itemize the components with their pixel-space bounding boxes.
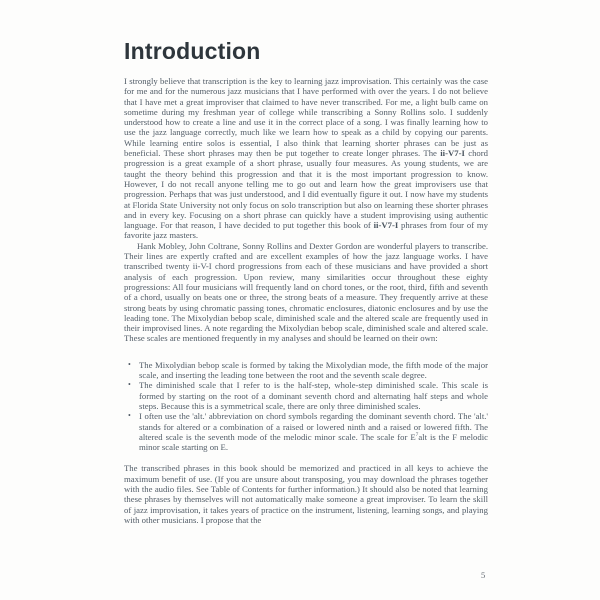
bullet-icon: • (128, 359, 131, 369)
intro-paragraph-2: Hank Mobley, John Coltrane, Sonny Rollins and Dexter Gordon are wonderful players to transcribe. Their lines are expertly crafted and are excellent examples of how the jazz language works. I have transcribed twenty ii-V-I chord progressions from each of these musicians and have provided a short analysis of each progression. Upon review, many similarities occur throughout these eighty progressions: All four musicians will frequently land on chord tones, or the root, third, fifth and seventh of a chord, usually on beats one or three, the strong beats of a measure. They frequently arrive at these strong beats by using chromatic passing tones, chromatic enclosures, diatonic enclosures and by use the leading tone. The Mixolydian bebop scale, diminished scale and the altered scale are frequently used in their improvised lines. A note regarding the Mixolydian bebop scale, diminished scale and altered scale. These scales are mentioned frequently in my analyses and should be learned on their own: (124, 240, 488, 344)
page-content (124, 40, 488, 525)
intro-paragraph-1: I strongly believe that transcription is the key to learning jazz improvisation. This certainly was the case for me and for the numerous jazz musicians that I have performed with over the years. I do not believe that I have met a great improviser that claimed to have never transcribed. For me, a light bulb came on sometime during my freshman year of college while transcribing a Sonny Rollins solo. I suddenly understood how to create a line and use it in the correct place of a song. I was finally learning how to use the jazz language correctly, much like we learn how to speak as a child by copying our parents. While learning entire solos is essential, I also think that learning shorter phrases can be just as beneficial. These short phrases may then be put together to create longer phrases. The ii-V7-I chord progression is a great example of a short phrase, usually four measures. As young students, we are taught the theory behind this progression and that it is the most important progression to know. However, I do not recall anyone telling me to go out and learn how the great improvisers use that progression. Perhaps that was just understood, and I did eventually figure it out. I now have my students at Florida State University not only focus on solo transcription but also on learning these shorter phrases and in every key. Focusing on a short phrase can quickly have a student improvising using authentic language. For that reason, I have decided to put together this book of ii-V7-I phrases from four of my favorite jazz masters. (124, 76, 489, 241)
bullet-icon: • (128, 411, 131, 421)
scale-notes-list (124, 360, 488, 453)
page-number: 5 (481, 570, 486, 580)
list-item-text: The diminished scale that I refer to is the half-step, whole-step diminished scale. This scale is formed by starting on the root of a dominant seventh chord and alternating half steps and whole steps. Because this is a symmetrical scale, there are only three diminished scales. (139, 380, 488, 411)
list-item (124, 380, 488, 411)
list-item-text: The Mixolydian bebop scale is formed by taking the Mixolydian mode, the fifth mode of the major scale, and inserting the leading tone between the root and the seventh scale degree. (139, 359, 488, 381)
list-item (124, 411, 488, 452)
list-item (124, 360, 488, 381)
body-text (124, 76, 488, 525)
closing-paragraph: The transcribed phrases in this book should be memorized and practiced in all keys to achieve the maximum benefit of use. (If you are unsure about transposing, you may download the phrases together with the audio files. See Table of Contents for further information.) It should also be noted that learning these phrases by themselves will not automatically make someone a great improviser. To learn the skill of jazz improvisation, it takes years of practice on the instrument, listening, learning songs, and playing with other musicians. I propose that the (124, 463, 488, 525)
bullet-icon: • (128, 380, 131, 390)
list-item-text: I often use the 'alt.' abbreviation on chord symbols regarding the dominant seventh chord. The 'alt.' stands for altered or a combination of a raised or lowered ninth and a raised or lowered fifth. The altered scale is the seventh mode of the melodic minor scale. The scale for $E^7alt$ is the F melodic minor scale starting on E. (139, 411, 488, 453)
page-title: Introduction (124, 38, 261, 64)
